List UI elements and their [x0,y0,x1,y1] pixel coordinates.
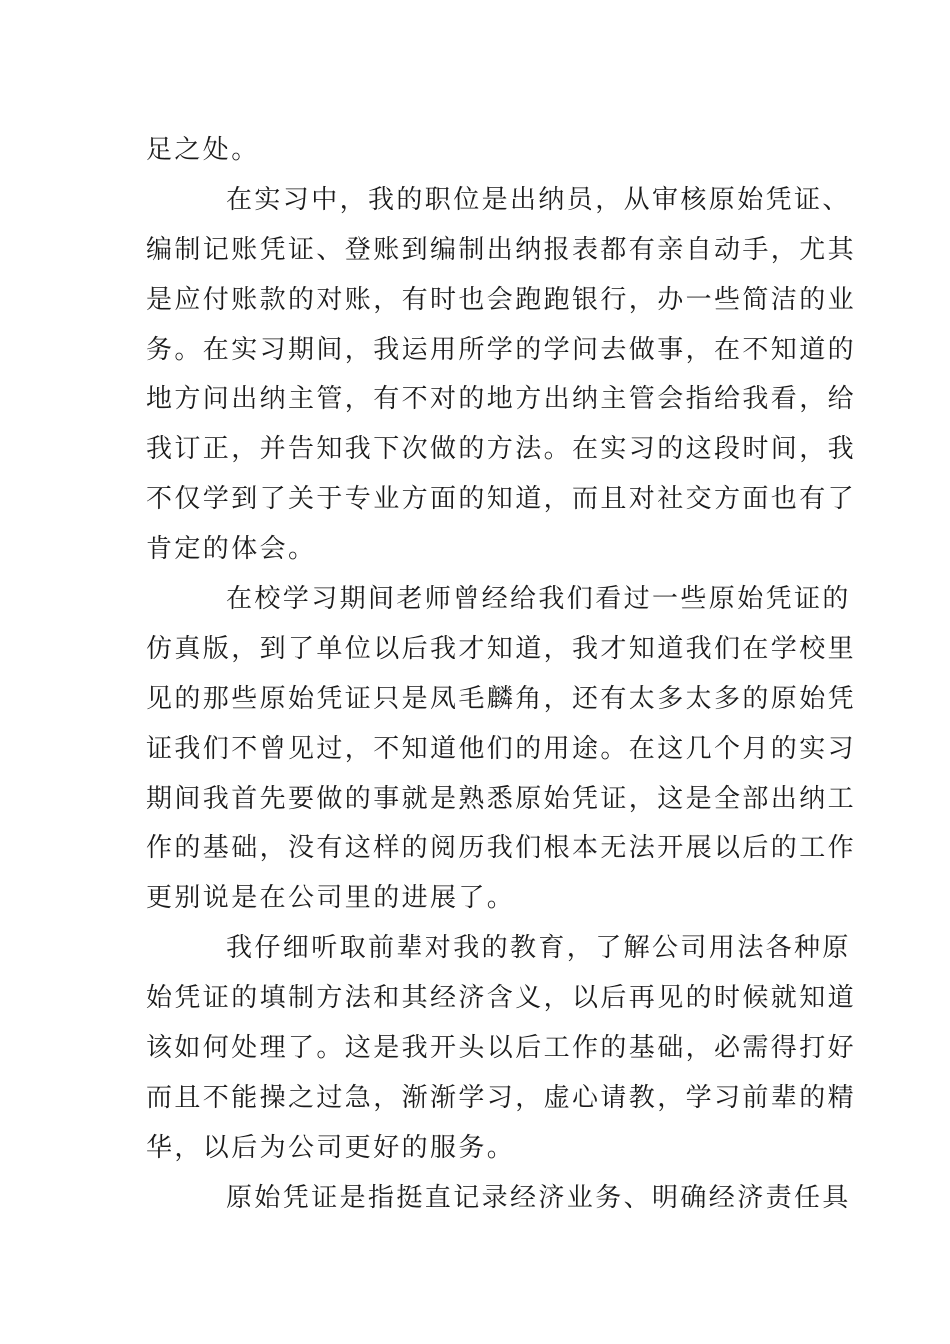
text-line: 在实习中，我的职位是出纳员，从审核原始凭证、 [226,184,851,215]
text-line: 在校学习期间老师曾经给我们看过一些原始凭证的 [226,584,851,615]
text-line: 是应付账款的对账，有时也会跑跑银行，办一些简洁的业 [146,284,857,315]
text-line: 证我们不曾见过，不知道他们的用途。在这几个月的实习 [146,733,857,764]
text-line: 作的基础，没有这样的阅历我们根本无法开展以后的工作 [146,833,857,864]
text-line: 仿真版，到了单位以后我才知道，我才知道我们在学校里 [146,633,857,664]
text-line: 该如何处理了。这是我开头以后工作的基础，必需得打好 [146,1033,857,1064]
text-line: 期间我首先要做的事就是熟悉原始凭证，这是全部出纳工 [146,783,857,814]
text-line: 我订正，并告知我下次做的方法。在实习的这段时间，我 [146,434,857,465]
text-line: 肯定的体会。 [146,534,317,565]
text-line: 更别说是在公司里的进展了。 [146,883,516,914]
text-line: 见的那些原始凭证只是凤毛麟角，还有太多太多的原始凭 [146,683,857,714]
text-line: 而且不能操之过急，渐渐学习，虚心请教，学习前辈的精 [146,1082,857,1113]
text-line: 务。在实习期间，我运用所学的学问去做事，在不知道的 [146,334,857,365]
text-line: 不仅学到了关于专业方面的知道，而且对社交方面也有了 [146,484,857,515]
text-line: 始凭证的填制方法和其经济含义，以后再见的时候就知道 [146,983,857,1014]
text-line: 原始凭证是指挺直记录经济业务、明确经济责任具 [226,1182,851,1213]
text-line: 我仔细听取前辈对我的教育，了解公司用法各种原 [226,933,851,964]
text-line: 地方问出纳主管，有不对的地方出纳主管会指给我看，给 [146,384,857,415]
text-line: 华，以后为公司更好的服务。 [146,1132,516,1163]
text-line: 编制记账凭证、登账到编制出纳报表都有亲自动手，尤其 [146,234,857,265]
text-line: 足之处。 [146,135,260,165]
body-text [146,126,857,1224]
